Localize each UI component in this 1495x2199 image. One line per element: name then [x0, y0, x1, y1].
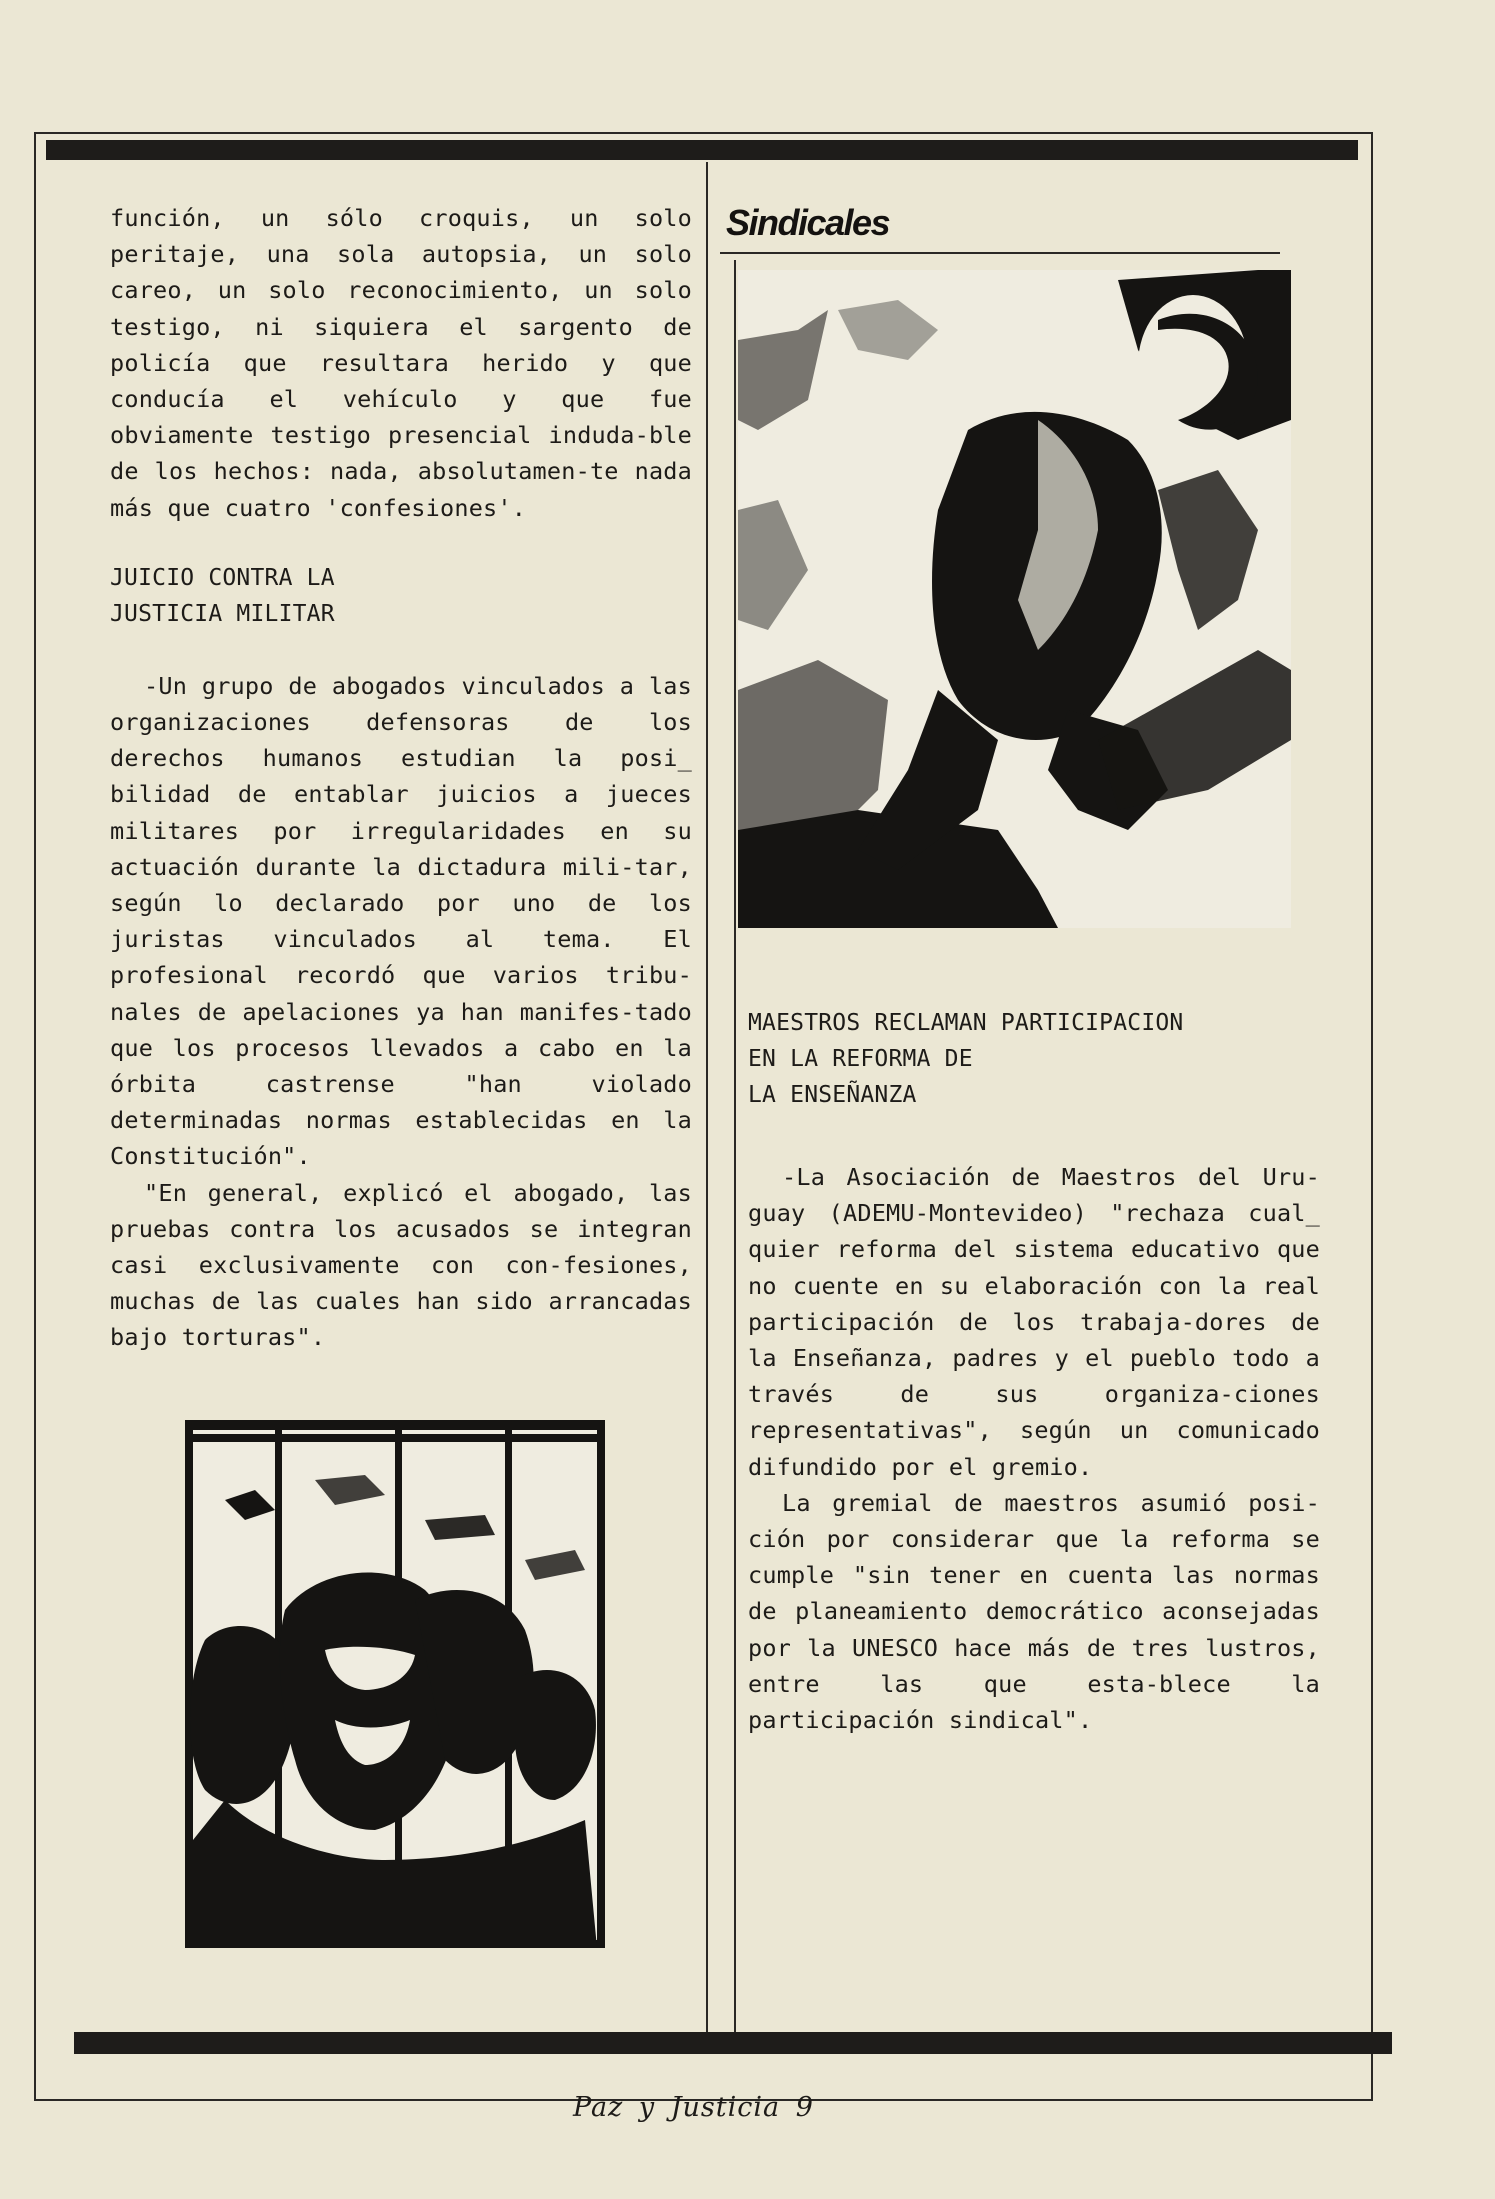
section-title: Sindicales — [726, 202, 890, 243]
intro-text: función, un sólo croquis, un solo peritaje, una sola autopsia, un solo careo, un solo reconocimiento, un solo testigo, ni siquiera el sargento de policía que resultara herido y que conducía el vehículo y que fue obviamente testigo presencial induda-ble de los hechos: nada, absolutamen-te nada más que cuatro 'confesiones'. — [110, 204, 692, 522]
worker-photo — [738, 270, 1291, 928]
prisoners-behind-bars-illustration — [185, 1420, 605, 1948]
right-column — [748, 1005, 1320, 1738]
section-rule — [720, 252, 1280, 254]
left-column — [110, 200, 692, 1356]
article-paragraph: -La Asociación de Maestros del Uru-guay (ADEMU-Montevideo) "rechaza cual_ quier reforma del sistema educativo que no cuente en su elaboración con la real participación de los trabaja-dores de la Enseñanza, padres y el pueblo todo a través de sus organiza-ciones representativas", según un comunicado difundido por el gremio. — [748, 1163, 1320, 1481]
top-rule-bar — [46, 140, 1358, 160]
article-paragraph: -Un grupo de abogados vinculados a las organizaciones defensoras de los derechos humanos estudian la posi_ bilidad de entablar juicios a jueces militares por irregularidades en su actuación durante la dictadura mili-tar, según lo declarado por uno de los juristas vinculados al tema. El profesional recordó que varios tribu-nales de apelaciones ya han manifes-tado que los procesos llevados a cabo en la órbita castrense "han violado determinadas normas establecidas en la Constitución". — [110, 671, 692, 1171]
bottom-rule-bar — [74, 2032, 1392, 2054]
article-heading-juicio — [110, 560, 692, 632]
page-footer — [573, 2092, 814, 2123]
heading-line: EN LA REFORMA DE — [748, 1046, 973, 1072]
heading-line: LA ENSEÑANZA — [748, 1082, 917, 1108]
heading-line: MAESTROS RECLAMAN PARTICIPACION — [748, 1010, 1184, 1036]
column-divider-inner — [734, 260, 736, 2050]
article-paragraph: "En general, explicó el abogado, las pruebas contra los acusados se integran casi exclusivamente con con-fesiones, muchas de las cuales han sido arrancadas bajo torturas". — [110, 1178, 692, 1352]
heading-line: JUSTICIA MILITAR — [110, 600, 335, 627]
article-heading-maestros — [748, 1005, 1320, 1113]
article-paragraph: La gremial de maestros asumió posi-ción por considerar que la reforma se cumple "sin tener en cuenta las normas de planeamiento democrático aconsejadas por la UNESCO hace más de tres lustros, entre las que esta-blece la participación sindical". — [748, 1488, 1320, 1735]
heading-line: JUICIO CONTRA LA — [110, 564, 335, 591]
page-number: 9 — [795, 2092, 814, 2123]
column-divider — [706, 162, 708, 2052]
publication-name: Paz y Justicia — [573, 2092, 781, 2123]
